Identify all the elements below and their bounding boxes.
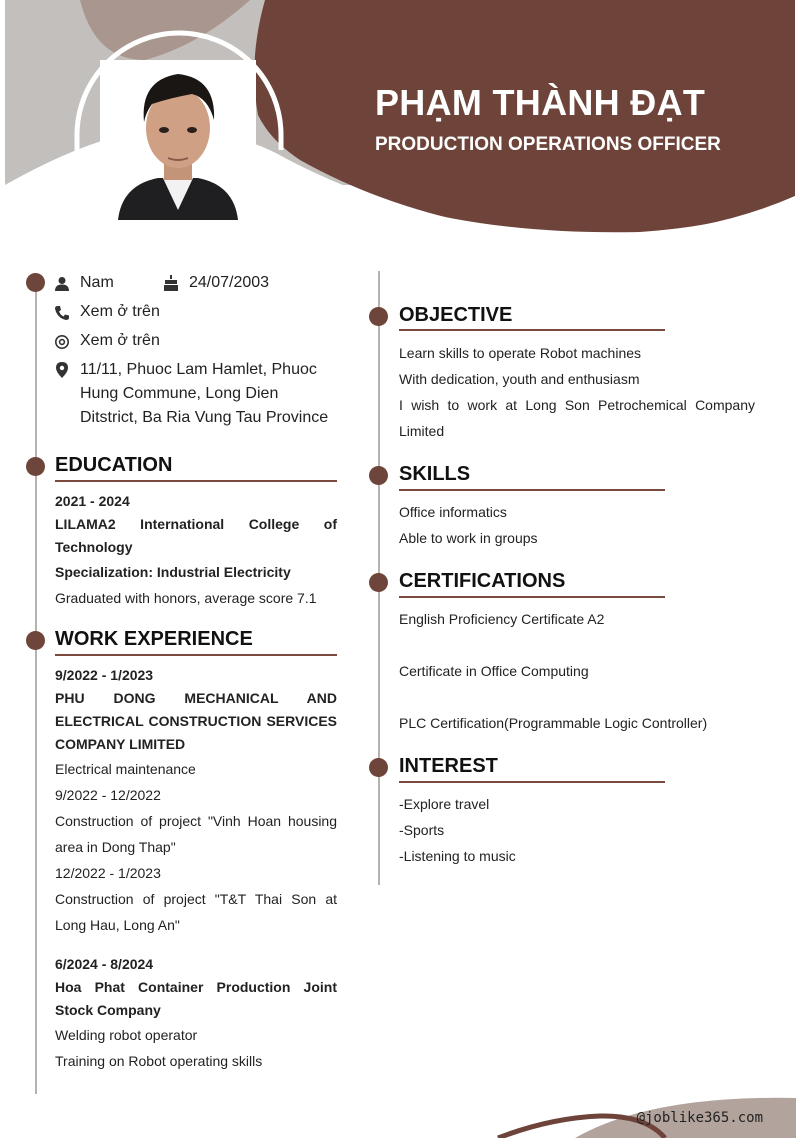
email-at-icon <box>55 334 69 350</box>
location-pin-icon <box>55 362 69 378</box>
certification-item: PLC Certification(Programmable Logic Controller) <box>399 715 708 731</box>
job-title: PRODUCTION OPERATIONS OFFICER <box>375 134 721 155</box>
candidate-name: PHẠM THÀNH ĐẠT <box>375 82 706 123</box>
job-company: PHU DONG MECHANICAL AND ELECTRICAL CONSTRUCTION SERVICES COMPANY LIMITED <box>55 690 337 752</box>
address-line: Hung Commune, Long Dien <box>80 385 279 402</box>
education-note: Graduated with honors, average score 7.1 <box>55 590 317 606</box>
job-period: 6/2024 - 8/2024 <box>55 956 154 972</box>
job-line: Construction of project "Vinh Hoan housing area in Dong Thap" <box>55 813 337 855</box>
interest-item: -Listening to music <box>399 848 516 864</box>
certification-item: English Proficiency Certificate A2 <box>399 611 605 627</box>
interest-item: -Explore travel <box>399 796 490 812</box>
timeline-dot <box>26 631 45 650</box>
address-line: 11/11, Phuoc Lam Hamlet, Phuoc <box>80 361 317 378</box>
timeline-dot <box>369 758 388 777</box>
avatar <box>100 60 256 220</box>
job-line: 12/2022 - 1/2023 <box>55 865 161 881</box>
section-divider <box>55 480 337 482</box>
education-specialization: Specialization: Industrial Electricity <box>55 564 291 580</box>
section-divider <box>399 781 665 783</box>
education-title: EDUCATION <box>55 454 173 476</box>
user-icon <box>55 276 69 292</box>
skills-title: SKILLS <box>399 463 471 485</box>
email-value: Xem ở trên <box>80 332 160 349</box>
objective-line: Learn skills to operate Robot machines <box>399 345 642 361</box>
education-period: 2021 - 2024 <box>55 493 130 509</box>
work-title: WORK EXPERIENCE <box>55 628 253 650</box>
birthday-value: 24/07/2003 <box>189 274 270 291</box>
section-divider <box>55 654 337 656</box>
education-school: LILAMA2 International College of Technology <box>55 516 337 555</box>
section-divider <box>399 489 665 491</box>
gender-value: Nam <box>80 274 114 291</box>
objective-line: I wish to work at Long Son Petrochemical Company Limited <box>399 397 755 439</box>
timeline-dot <box>26 273 45 292</box>
certification-item: Certificate in Office Computing <box>399 663 589 679</box>
skill-item: Office informatics <box>399 504 507 520</box>
job-line: 9/2022 - 12/2022 <box>55 787 161 803</box>
job-line: Training on Robot operating skills <box>55 1053 263 1069</box>
timeline-dot <box>369 466 388 485</box>
phone-icon <box>55 305 69 321</box>
job-line: Electrical maintenance <box>55 761 196 777</box>
skill-item: Able to work in groups <box>399 530 538 546</box>
phone-value: Xem ở trên <box>80 303 160 320</box>
address-line: Ditstrict, Ba Ria Vung Tau Province <box>80 409 329 426</box>
objective-title: OBJECTIVE <box>399 304 513 326</box>
interest-title: INTEREST <box>399 755 498 777</box>
timeline-dot <box>369 573 388 592</box>
timeline-dot <box>369 307 388 326</box>
left-timeline <box>35 276 37 1094</box>
birthday-cake-icon <box>164 275 178 291</box>
job-line: Welding robot operator <box>55 1027 198 1043</box>
job-company: Hoa Phat Container Production Joint Stock Company <box>55 979 337 1018</box>
section-divider <box>399 329 665 331</box>
objective-line: With dedication, youth and enthusiasm <box>399 371 640 387</box>
watermark: @joblike365.com <box>636 1110 763 1126</box>
timeline-dot <box>26 457 45 476</box>
job-period: 9/2022 - 1/2023 <box>55 667 154 683</box>
certifications-title: CERTIFICATIONS <box>399 570 566 592</box>
section-divider <box>399 596 665 598</box>
interest-item: -Sports <box>399 822 445 838</box>
job-line: Construction of project "T&T Thai Son at Long Hau, Long An" <box>55 891 337 933</box>
